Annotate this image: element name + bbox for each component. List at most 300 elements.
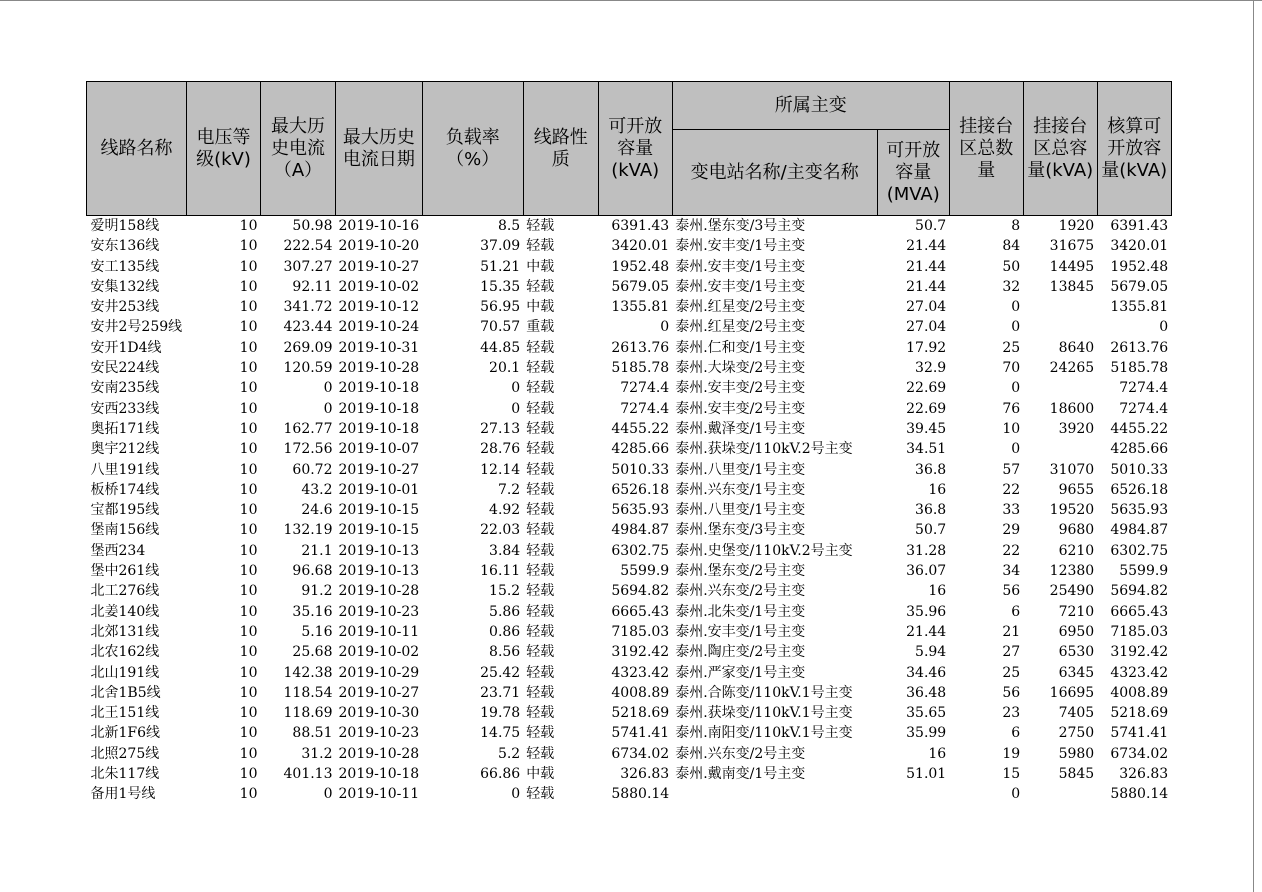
- cell-calc-capacity: 4455.22: [1110, 420, 1169, 437]
- cell-district-capacity: 19520: [1049, 502, 1095, 519]
- cell-station-capacity: 17.92: [906, 339, 947, 356]
- cell-station-capacity: 34.51: [906, 441, 947, 458]
- cell-station-capacity: 35.96: [906, 603, 947, 620]
- cell-calc-capacity: 5741.41: [1110, 725, 1169, 742]
- cell-max-current: 172.56: [283, 441, 333, 458]
- cell-district-capacity: 9680: [1058, 522, 1095, 539]
- cell-max-current: 132.19: [283, 522, 333, 539]
- cell-open-capacity: 5679.05: [611, 278, 670, 295]
- cell-max-date: 2019-10-28: [338, 583, 420, 600]
- cell-max-current: 88.51: [292, 725, 333, 742]
- cell-station-name: 泰州.红星变/2号主变: [675, 319, 806, 336]
- cell-district-capacity: [1023, 317, 1097, 337]
- cell-voltage: 10: [239, 319, 258, 336]
- cell-voltage: 10: [239, 623, 258, 640]
- cell-open-capacity: 6391.43: [611, 218, 670, 234]
- cell-max-current: 120.59: [283, 360, 333, 377]
- cell-calc-capacity: 6665.43: [1110, 603, 1169, 620]
- header-line-name: 线路名称: [87, 82, 187, 216]
- cell-station-name: 泰州.戴南变/1号主变: [675, 766, 806, 783]
- cell-district-capacity: 6950: [1058, 623, 1095, 640]
- cell-nature: 轻载: [526, 644, 555, 661]
- table-row: [87, 622, 1172, 642]
- cell-district-capacity: [1023, 297, 1097, 317]
- cell-district-capacity: 25490: [1049, 583, 1095, 600]
- cell-calc-capacity: 326.83: [1119, 766, 1169, 783]
- cell-nature: 轻载: [526, 725, 555, 742]
- cell-line-name: 安井2号259线: [90, 319, 183, 336]
- cell-line-name: 安工135线: [90, 258, 160, 275]
- cell-open-capacity: 5880.14: [611, 786, 670, 803]
- cell-station-name: 泰州.兴东变/1号主变: [675, 481, 806, 498]
- cell-nature: 重载: [526, 319, 555, 336]
- cell-district-count: 76: [1002, 400, 1021, 417]
- cell-load-rate: 70.57: [480, 319, 521, 336]
- cell-district-count: 56: [1002, 583, 1021, 600]
- cell-line-name: 宝都195线: [90, 502, 160, 519]
- cell-open-capacity: 6665.43: [611, 603, 670, 620]
- cell-station-name: 泰州.兴东变/2号主变: [675, 745, 806, 762]
- cell-max-date: 2019-10-18: [338, 400, 420, 417]
- table-row: [87, 663, 1172, 683]
- cell-max-date: 2019-10-18: [338, 420, 420, 437]
- cell-calc-capacity: 2613.76: [1110, 339, 1169, 356]
- header-max-current: 最大历史电流（A）: [261, 82, 336, 216]
- cell-district-capacity: 16695: [1049, 684, 1095, 701]
- cell-station-capacity: 22.69: [906, 380, 947, 397]
- cell-district-capacity: 8640: [1058, 339, 1095, 356]
- cell-max-date: 2019-10-18: [338, 380, 420, 397]
- cell-max-current: 142.38: [283, 664, 333, 681]
- cell-nature: 轻载: [526, 420, 555, 437]
- cell-open-capacity: 2613.76: [611, 339, 670, 356]
- cell-open-capacity: 5010.33: [611, 461, 670, 478]
- cell-max-current: 118.69: [283, 705, 333, 722]
- cell-station-name: 泰州.陶庄变/2号主变: [675, 644, 806, 661]
- cell-nature: 轻载: [526, 664, 555, 681]
- cell-nature: 轻载: [526, 339, 555, 356]
- cell-max-date: 2019-10-18: [338, 766, 420, 783]
- cell-voltage: 10: [239, 339, 258, 356]
- table-row: [87, 602, 1172, 622]
- cell-max-date: 2019-10-28: [338, 360, 420, 377]
- cell-open-capacity: 7185.03: [611, 623, 670, 640]
- cell-district-capacity: 31675: [1049, 238, 1095, 255]
- cell-load-rate: 5.2: [497, 745, 521, 762]
- cell-district-count: 0: [1011, 380, 1021, 397]
- cell-open-capacity: 4323.42: [611, 664, 670, 681]
- cell-district-capacity: 24265: [1049, 360, 1095, 377]
- cell-open-capacity: 5218.69: [611, 705, 670, 722]
- cell-open-capacity: 3420.01: [611, 238, 670, 255]
- cell-station-name: 泰州.堡东变/2号主变: [675, 563, 806, 580]
- cell-calc-capacity: 4008.89: [1110, 684, 1169, 701]
- cell-district-capacity: 14495: [1049, 258, 1095, 275]
- cell-voltage: 10: [239, 258, 258, 275]
- cell-station-capacity: 5.94: [915, 644, 947, 661]
- cell-open-capacity: 5185.78: [611, 360, 670, 377]
- cell-station-capacity: 36.48: [906, 684, 947, 701]
- cell-district-capacity: 5980: [1058, 745, 1095, 762]
- cell-nature: 轻载: [526, 238, 555, 255]
- cell-calc-capacity: 5185.78: [1110, 360, 1169, 377]
- cell-max-date: 2019-10-11: [338, 786, 420, 803]
- cell-voltage: 10: [239, 745, 258, 762]
- table-header: [87, 82, 1172, 216]
- cell-nature: 中载: [526, 258, 555, 275]
- cell-line-name: 奥宇212线: [90, 441, 160, 458]
- cell-max-date: 2019-10-13: [338, 542, 420, 559]
- cell-line-name: 安西233线: [90, 400, 160, 417]
- header-nature: 线路性质: [523, 82, 598, 216]
- cell-nature: 轻载: [526, 684, 555, 701]
- cell-line-name: 安开1D4线: [90, 339, 162, 356]
- cell-station-capacity: 21.44: [906, 238, 947, 255]
- cell-district-capacity: 7210: [1058, 603, 1095, 620]
- cell-max-current: 401.13: [283, 766, 333, 783]
- cell-district-capacity: 2750: [1058, 725, 1095, 742]
- cell-calc-capacity: 4323.42: [1110, 664, 1169, 681]
- cell-district-capacity: 18600: [1049, 400, 1095, 417]
- cell-calc-capacity: 5599.9: [1119, 563, 1169, 580]
- cell-load-rate: 0: [511, 786, 521, 803]
- table-row: [87, 277, 1172, 297]
- cell-voltage: 10: [239, 583, 258, 600]
- cell-district-count: 10: [1002, 420, 1021, 437]
- cell-max-date: 2019-10-29: [338, 664, 420, 681]
- cell-nature: 轻载: [526, 583, 555, 600]
- header-calc-capacity: 核算可开放容量(kVA): [1097, 82, 1171, 216]
- cell-district-capacity: 6530: [1058, 644, 1095, 661]
- cell-station-capacity: 22.69: [906, 400, 947, 417]
- header-district-count: 挂接台区总数量: [949, 82, 1023, 216]
- cell-open-capacity: 3192.42: [611, 644, 670, 661]
- table-row: [87, 419, 1172, 439]
- cell-voltage: 10: [239, 684, 258, 701]
- cell-district-capacity: [1023, 784, 1097, 804]
- cell-max-current: 423.44: [283, 319, 333, 336]
- cell-district-capacity: 12380: [1049, 563, 1095, 580]
- cell-district-count: 57: [1002, 461, 1021, 478]
- cell-district-count: 25: [1002, 339, 1021, 356]
- cell-district-count: 70: [1002, 360, 1021, 377]
- cell-voltage: 10: [239, 420, 258, 437]
- cell-station-name: [672, 784, 877, 804]
- cell-open-capacity: 326.83: [620, 766, 670, 783]
- spreadsheet: [86, 81, 1172, 805]
- cell-voltage: 10: [239, 238, 258, 255]
- cell-load-rate: 15.2: [489, 583, 521, 600]
- cell-nature: 轻载: [526, 522, 555, 539]
- cell-station-name: 泰州.红星变/2号主变: [675, 299, 806, 316]
- cell-calc-capacity: 1952.48: [1110, 258, 1169, 275]
- cell-max-current: 25.68: [292, 644, 333, 661]
- cell-max-date: 2019-10-02: [338, 278, 420, 295]
- cell-max-current: 35.16: [292, 603, 333, 620]
- cell-station-name: 泰州.合陈变/110kV.1号主变: [675, 684, 853, 701]
- cell-max-current: 0: [323, 400, 333, 417]
- top-border-line: [0, 0, 1262, 1]
- cell-station-name: 泰州.八里变/1号主变: [675, 502, 806, 519]
- table-row: [87, 257, 1172, 277]
- cell-load-rate: 4.92: [489, 502, 521, 519]
- table-row: [87, 642, 1172, 662]
- cell-load-rate: 22.03: [480, 522, 521, 539]
- cell-station-capacity: 35.65: [906, 705, 947, 722]
- cell-line-name: 北朱117线: [90, 766, 160, 783]
- cell-open-capacity: 7274.4: [620, 400, 670, 417]
- cell-max-current: 43.2: [301, 481, 333, 498]
- cell-open-capacity: 4455.22: [611, 420, 670, 437]
- cell-district-count: 29: [1002, 522, 1021, 539]
- cell-load-rate: 8.5: [497, 218, 521, 234]
- cell-open-capacity: 5694.82: [611, 583, 670, 600]
- cell-nature: 轻载: [526, 360, 555, 377]
- cell-station-name: 泰州.堡东变/3号主变: [675, 218, 806, 234]
- cell-calc-capacity: 5679.05: [1110, 278, 1169, 295]
- cell-station-name: 泰州.获垛变/110kV.1号主变: [675, 705, 853, 722]
- cell-line-name: 安东136线: [90, 238, 160, 255]
- cell-max-current: 162.77: [283, 420, 333, 437]
- cell-nature: 轻载: [526, 786, 555, 803]
- cell-load-rate: 25.42: [480, 664, 521, 681]
- cell-max-current: 21.1: [301, 542, 333, 559]
- table-row: [87, 338, 1172, 358]
- cell-open-capacity: 0: [660, 319, 670, 336]
- cell-open-capacity: 4984.87: [611, 522, 670, 539]
- table-row: [87, 744, 1172, 764]
- cell-district-capacity: [1023, 378, 1097, 398]
- header-station-capacity: 可开放容量(MVA): [877, 130, 949, 216]
- header-max-date: 最大历史电流日期: [336, 82, 423, 216]
- cell-station-name: 泰州.北朱变/1号主变: [675, 603, 806, 620]
- cell-line-name: 板桥174线: [90, 481, 160, 498]
- header-voltage: 电压等级(kV): [187, 82, 261, 216]
- cell-open-capacity: 6302.75: [611, 542, 670, 559]
- cell-station-capacity: 16: [928, 481, 947, 498]
- cell-district-capacity: 5845: [1058, 766, 1095, 783]
- cell-district-count: 56: [1002, 684, 1021, 701]
- cell-station-name: 泰州.安丰变/1号主变: [675, 623, 806, 640]
- cell-load-rate: 37.09: [480, 238, 521, 255]
- cell-district-count: 50: [1002, 258, 1021, 275]
- cell-load-rate: 44.85: [480, 339, 521, 356]
- cell-line-name: 北姜140线: [90, 603, 160, 620]
- cell-voltage: 10: [239, 664, 258, 681]
- cell-open-capacity: 7274.4: [620, 380, 670, 397]
- cell-district-capacity: 3920: [1058, 420, 1095, 437]
- table-body: [87, 216, 1172, 805]
- cell-open-capacity: 6734.02: [611, 745, 670, 762]
- cell-max-date: 2019-10-31: [338, 339, 420, 356]
- cell-open-capacity: 5741.41: [611, 725, 670, 742]
- cell-calc-capacity: 5635.93: [1110, 502, 1169, 519]
- cell-line-name: 北舍1B5线: [90, 684, 161, 701]
- cell-max-date: 2019-10-23: [338, 725, 420, 742]
- cell-station-capacity: 51.01: [906, 766, 947, 783]
- cell-load-rate: 8.56: [489, 644, 521, 661]
- cell-line-name: 安井253线: [90, 299, 160, 316]
- cell-line-name: 八里191线: [90, 461, 160, 478]
- cell-line-name: 北山191线: [90, 664, 160, 681]
- cell-district-count: 32: [1002, 278, 1021, 295]
- cell-calc-capacity: 3192.42: [1110, 644, 1169, 661]
- cell-max-date: 2019-10-27: [338, 258, 420, 275]
- cell-station-name: 泰州.严家变/1号主变: [675, 664, 806, 681]
- cell-station-capacity: 27.04: [906, 319, 947, 336]
- cell-max-current: 96.68: [292, 563, 333, 580]
- cell-max-current: 92.11: [292, 278, 333, 295]
- cell-nature: 轻载: [526, 603, 555, 620]
- cell-open-capacity: 4008.89: [611, 684, 670, 701]
- table-row: [87, 378, 1172, 398]
- cell-district-capacity: 6210: [1058, 542, 1095, 559]
- table-row: [87, 703, 1172, 723]
- cell-nature: 轻载: [526, 563, 555, 580]
- cell-district-capacity: [1023, 439, 1097, 459]
- cell-station-name: 泰州.史堡变/110kV.2号主变: [675, 542, 853, 559]
- cell-line-name: 安集132线: [90, 278, 160, 295]
- header-station-name: 变电站名称/主变名称: [672, 130, 877, 216]
- cell-district-count: 0: [1011, 319, 1021, 336]
- cell-load-rate: 5.86: [489, 603, 521, 620]
- cell-district-count: 0: [1011, 299, 1021, 316]
- cell-calc-capacity: 5880.14: [1110, 786, 1169, 803]
- cell-district-capacity: 31070: [1049, 461, 1095, 478]
- table-row: [87, 236, 1172, 256]
- cell-nature: 轻载: [526, 218, 555, 234]
- table-row: [87, 439, 1172, 459]
- cell-station-capacity: 35.99: [906, 725, 947, 742]
- cell-load-rate: 0.86: [489, 623, 521, 640]
- cell-station-capacity: 21.44: [906, 258, 947, 275]
- cell-district-capacity: 7405: [1058, 705, 1095, 722]
- cell-nature: 中载: [526, 766, 555, 783]
- cell-voltage: 10: [239, 705, 258, 722]
- cell-voltage: 10: [239, 766, 258, 783]
- cell-calc-capacity: 6734.02: [1110, 745, 1169, 762]
- cell-station-name: 泰州.安丰变/1号主变: [675, 238, 806, 255]
- cell-nature: 轻载: [526, 278, 555, 295]
- cell-station-name: 泰州.戴泽变/1号主变: [675, 420, 806, 437]
- cell-load-rate: 16.11: [480, 563, 521, 580]
- table-row: [87, 581, 1172, 601]
- cell-calc-capacity: 0: [1159, 319, 1169, 336]
- cell-calc-capacity: 5010.33: [1110, 461, 1169, 478]
- cell-district-count: 15: [1002, 766, 1021, 783]
- cell-load-rate: 28.76: [480, 441, 521, 458]
- header-load-rate: 负载率（%）: [422, 82, 523, 216]
- cell-nature: 轻载: [526, 461, 555, 478]
- cell-max-current: 60.72: [292, 461, 333, 478]
- cell-max-date: 2019-10-27: [338, 684, 420, 701]
- cell-district-count: 21: [1002, 623, 1021, 640]
- cell-load-rate: 7.2: [497, 481, 521, 498]
- table-row: [87, 683, 1172, 703]
- cell-station-capacity: 34.46: [906, 664, 947, 681]
- cell-voltage: 10: [239, 603, 258, 620]
- cell-district-capacity: 9655: [1058, 481, 1095, 498]
- cell-voltage: 10: [239, 542, 258, 559]
- cell-line-name: 安民224线: [90, 360, 160, 377]
- cell-station-capacity: 36.8: [915, 502, 947, 519]
- cell-line-name: 北农162线: [90, 644, 160, 661]
- cell-max-date: 2019-10-15: [338, 502, 420, 519]
- cell-voltage: 10: [239, 522, 258, 539]
- cell-line-name: 堡南156线: [90, 522, 160, 539]
- cell-district-count: 27: [1002, 644, 1021, 661]
- cell-max-current: 24.6: [301, 502, 333, 519]
- table-row: [87, 520, 1172, 540]
- cell-line-name: 爱明158线: [90, 218, 160, 234]
- cell-voltage: 10: [239, 644, 258, 661]
- cell-station-name: 泰州.安丰变/1号主变: [675, 258, 806, 275]
- cell-max-date: 2019-10-24: [338, 319, 420, 336]
- cell-load-rate: 15.35: [480, 278, 521, 295]
- cell-nature: 轻载: [526, 623, 555, 640]
- cell-nature: 中载: [526, 299, 555, 316]
- cell-district-count: 8: [1011, 218, 1021, 234]
- cell-voltage: 10: [239, 299, 258, 316]
- cell-load-rate: 12.14: [480, 461, 521, 478]
- cell-line-name: 北新1F6线: [90, 725, 161, 742]
- cell-voltage: 10: [239, 218, 258, 234]
- cell-max-date: 2019-10-15: [338, 522, 420, 539]
- cell-station-capacity: 21.44: [906, 623, 947, 640]
- cell-load-rate: 66.86: [480, 766, 521, 783]
- cell-calc-capacity: 6302.75: [1110, 542, 1169, 559]
- cell-voltage: 10: [239, 278, 258, 295]
- cell-max-current: 0: [323, 786, 333, 803]
- cell-district-count: 25: [1002, 664, 1021, 681]
- cell-load-rate: 51.21: [480, 258, 521, 275]
- cell-nature: 轻载: [526, 481, 555, 498]
- cell-district-capacity: 1920: [1058, 218, 1095, 234]
- cell-open-capacity: 1952.48: [611, 258, 670, 275]
- cell-voltage: 10: [239, 380, 258, 397]
- cell-max-current: 118.54: [283, 684, 333, 701]
- cell-district-count: 0: [1011, 441, 1021, 458]
- cell-max-date: 2019-10-30: [338, 705, 420, 722]
- cell-load-rate: 19.78: [480, 705, 521, 722]
- cell-station-name: 泰州.安丰变/2号主变: [675, 400, 806, 417]
- cell-district-count: 19: [1002, 745, 1021, 762]
- cell-station-name: 泰州.安丰变/2号主变: [675, 380, 806, 397]
- cell-line-name: 北王151线: [90, 705, 160, 722]
- cell-station-name: 泰州.南阳变/110kV.1号主变: [675, 725, 853, 742]
- cell-voltage: 10: [239, 481, 258, 498]
- cell-district-capacity: 13845: [1049, 278, 1095, 295]
- cell-district-count: 6: [1011, 603, 1021, 620]
- cell-nature: 轻载: [526, 502, 555, 519]
- cell-max-current: 269.09: [283, 339, 333, 356]
- cell-max-date: 2019-10-16: [338, 218, 420, 234]
- cell-voltage: 10: [239, 461, 258, 478]
- cell-max-current: 5.16: [301, 623, 333, 640]
- cell-calc-capacity: 1355.81: [1110, 299, 1169, 316]
- cell-max-current: 50.98: [292, 218, 333, 234]
- cell-max-current: 341.72: [283, 299, 333, 316]
- cell-load-rate: 27.13: [480, 420, 521, 437]
- table-row: [87, 216, 1172, 237]
- cell-max-date: 2019-10-02: [338, 644, 420, 661]
- cell-max-date: 2019-10-07: [338, 441, 420, 458]
- cell-district-capacity: 6345: [1058, 664, 1095, 681]
- cell-max-date: 2019-10-12: [338, 299, 420, 316]
- cell-line-name: 堡中261线: [90, 563, 160, 580]
- cell-station-name: 泰州.大垛变/2号主变: [675, 360, 806, 377]
- cell-voltage: 10: [239, 400, 258, 417]
